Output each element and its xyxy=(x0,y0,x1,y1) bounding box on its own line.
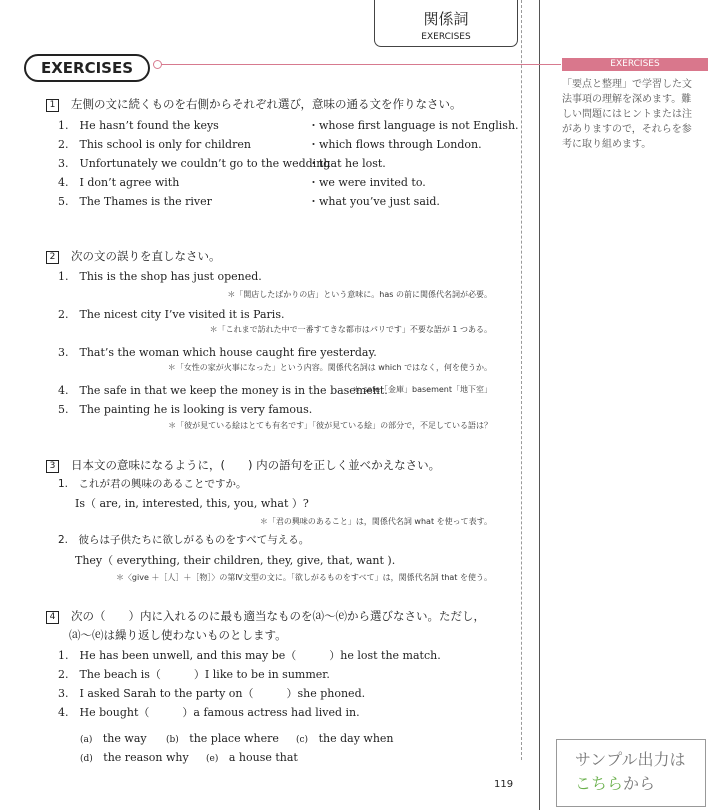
q4-option-text: the way xyxy=(102,732,147,745)
exercises-heading: EXERCISES xyxy=(24,54,150,82)
q4-option xyxy=(166,732,279,745)
q1-number: 1 xyxy=(46,99,59,112)
q1-right-item: ・whose first language is not English. xyxy=(308,119,519,132)
q4-option-key: (c) xyxy=(296,735,309,745)
q4-option-key: (a) xyxy=(80,735,93,745)
q4-instruction-line2: ⒜〜⒠は繰り返し使わないものとします。 xyxy=(69,628,287,642)
q3-item2-words: They（ everything, their children, they, give, that, want ). xyxy=(75,554,396,567)
side-note xyxy=(562,77,710,152)
q4-heading xyxy=(46,608,485,624)
q3-instruction: 日本文の意味になるように，( ) 内の語句を正しく並べかえなさい。 xyxy=(71,458,441,472)
sample-output-highlight[interactable]: こちら xyxy=(575,774,624,793)
side-note-line: しい問題にはヒントまたは注 xyxy=(562,109,692,120)
q4-option-text: the reason why xyxy=(103,751,189,764)
q4-item: 2. The beach is（ ）I like to be in summer. xyxy=(58,668,330,681)
sample-output-line1: サンプル出力は xyxy=(575,750,686,769)
q1-instruction: 左側の文に続くものを右側からそれぞれ選び，意味の通る文を作りなさい。 xyxy=(71,97,462,111)
q4-option xyxy=(206,751,298,764)
q2-item: 4. The safe in that we keep the money is in the basement. xyxy=(58,384,388,397)
q4-item: 1. He has been unwell, and this may be（ ）he lost the match. xyxy=(58,649,441,662)
side-label: EXERCISES xyxy=(562,58,708,71)
q2-heading xyxy=(46,248,221,264)
q3-item1-japanese: 1. これが君の興味のあることですか。 xyxy=(58,478,247,490)
q4-option-text: a house that xyxy=(228,751,298,764)
q2-item: 2. The nicest city I’ve visited it is Paris. xyxy=(58,308,285,321)
side-note-line: 「要点と整理」で学習した文 xyxy=(562,79,692,90)
side-note-line: 考に取り組めます。 xyxy=(562,139,652,150)
sample-output-link[interactable] xyxy=(556,739,706,807)
q2-hint: ＊ safe「金庫」basement「地下室」 xyxy=(352,385,492,394)
q1-left-item: 5. The Thames is the river xyxy=(58,195,212,208)
chapter-subtitle: EXERCISES xyxy=(421,32,471,42)
sample-output-rest: から xyxy=(623,774,656,793)
q4-option-text: the day when xyxy=(318,732,394,745)
q4-option-key: (b) xyxy=(166,735,179,745)
q1-right-item: ・which flows through London. xyxy=(308,138,482,151)
q4-instruction-line1: 次の（ ）内に入れるのに最も適当なものを⒜〜⒠から選びなさい。ただし， xyxy=(71,609,485,623)
q2-hint: ＊「これまで訪れた中で一番すてきな都市はパリです」不要な語が 1 つある。 xyxy=(209,325,492,334)
q1-left-item: 3. Unfortunately we couldn’t go to the wedding xyxy=(58,157,331,170)
q1-heading xyxy=(46,96,462,112)
q3-item2-hint: ＊〈give ＋［人］＋［物］〉の第Ⅳ文型の文に。「欲しがるものをすべて」は，関係代名詞 that を使う。 xyxy=(115,573,492,582)
q2-number: 2 xyxy=(46,251,59,264)
q2-hint: ＊「開店したばかりの店」という意味に。has の前に関係代名詞が必要。 xyxy=(227,290,492,299)
q3-number: 3 xyxy=(46,460,59,473)
q3-item2-japanese: 2. 彼らは子供たちに欲しがるものをすべて与える。 xyxy=(58,534,310,546)
leader-dot xyxy=(153,60,162,69)
q4-option xyxy=(296,732,394,745)
q4-option-text: the place where xyxy=(189,732,279,745)
q4-option xyxy=(80,751,189,764)
q3-item1-words: Is（ are, in, interested, this, you, what ）? xyxy=(75,497,309,510)
page-number: 119 xyxy=(494,779,514,790)
q2-item: 5. The painting he is looking is very famous. xyxy=(58,403,313,416)
q4-number: 4 xyxy=(46,611,59,624)
side-note-line: がありますので，それらを参 xyxy=(562,124,692,135)
q2-item: 3. That’s the woman which house caught fire yesterday. xyxy=(58,346,377,359)
q1-right-item: ・we were invited to. xyxy=(308,176,426,189)
q1-left-item: 2. This school is only for children xyxy=(58,138,251,151)
q1-left-item: 4. I don’t agree with xyxy=(58,176,180,189)
q1-left-item: 1. He hasn’t found the keys xyxy=(58,119,219,132)
side-note-line: 法事項の理解を深めます。難 xyxy=(562,94,692,105)
q1-right-item: ・that he lost. xyxy=(308,157,386,170)
q2-hint: ＊「彼が見ている絵はとても有名です」「彼が見ている絵」の部分で，不足している語は？ xyxy=(168,421,492,430)
margin-guide-line xyxy=(521,0,523,760)
q3-heading xyxy=(46,457,440,473)
q4-item: 4. He bought（ ）a famous actress had lived in. xyxy=(58,706,360,719)
q2-item: 1. This is the shop has just opened. xyxy=(58,270,262,283)
q1-right-item: ・what you’ve just said. xyxy=(308,195,440,208)
q3-item1-hint: ＊「君の興味のあること」は，関係代名詞 what を使って表す。 xyxy=(259,517,492,526)
q2-instruction: 次の文の誤りを直しなさい。 xyxy=(71,249,221,263)
leader-line xyxy=(157,64,561,65)
chapter-tab xyxy=(374,0,518,47)
q2-hint: ＊「女性の家が火事になった」という内容。関係代名詞は which ではなく，何を使うか。 xyxy=(167,363,492,372)
chapter-title: 関係詞 xyxy=(423,10,469,28)
q4-option xyxy=(80,732,147,745)
q4-option-key: (e) xyxy=(206,754,219,764)
q4-option-key: (d) xyxy=(80,754,93,764)
q4-item: 3. I asked Sarah to the party on（ ）she phoned. xyxy=(58,687,366,700)
